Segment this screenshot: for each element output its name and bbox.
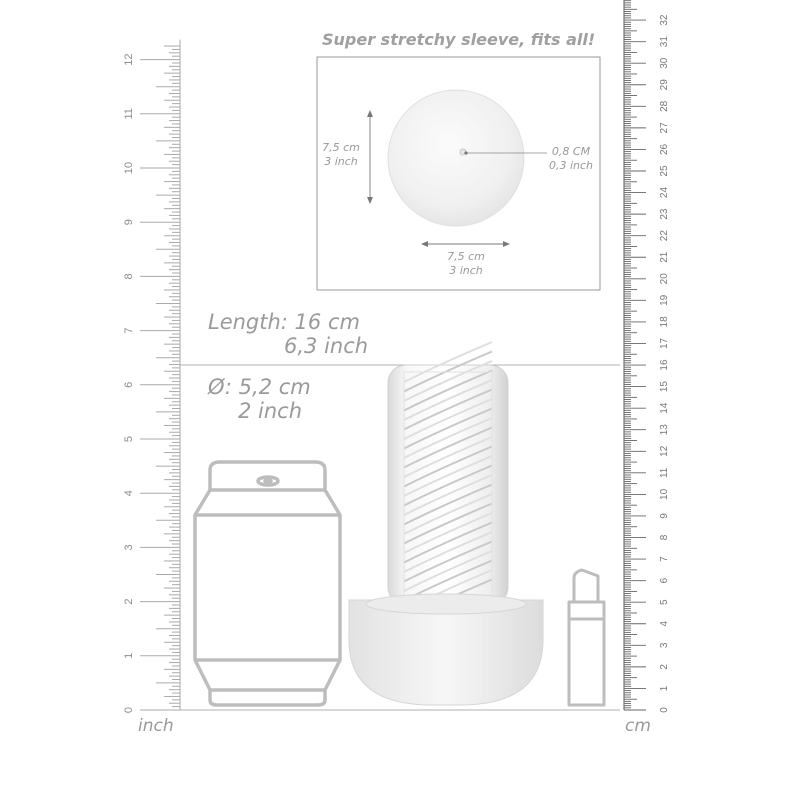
diameter-cm: Ø: 5,2 cm xyxy=(208,375,311,399)
opening-view-circle xyxy=(388,90,524,226)
cm-tick-label: 21 xyxy=(659,251,670,263)
cm-tick-label: 22 xyxy=(659,230,670,242)
cm-tick-label: 15 xyxy=(659,381,670,393)
inch-tick-label: 9 xyxy=(123,219,135,226)
diameter-inch: 2 inch xyxy=(238,399,303,423)
opening-diameter-in: 0,3 inch xyxy=(548,159,594,172)
cm-tick-label: 6 xyxy=(659,577,670,584)
opening-height-in: 3 inch xyxy=(324,155,358,168)
opening-height-cm: 7,5 cm xyxy=(322,141,360,154)
opening-width-cm: 7,5 cm xyxy=(447,250,485,263)
cm-tick-label: 13 xyxy=(659,424,670,436)
inch-tick-label: 7 xyxy=(123,327,135,334)
cm-tick-label: 30 xyxy=(659,57,670,69)
inch-tick-label: 8 xyxy=(123,273,135,280)
cm-tick-label: 26 xyxy=(659,143,670,156)
cm-tick-label: 14 xyxy=(659,402,670,414)
cm-tick-label: 5 xyxy=(659,599,670,605)
cm-tick-label: 29 xyxy=(659,79,670,91)
cm-tick-label: 4 xyxy=(659,620,670,627)
cm-tick-label: 1 xyxy=(659,685,670,692)
inch-tick-label: 1 xyxy=(123,652,135,659)
inch-tick-label: 6 xyxy=(123,381,135,388)
cm-tick-label: 27 xyxy=(659,122,670,134)
opening-width-label xyxy=(436,250,496,278)
cm-unit-label: cm xyxy=(625,716,651,736)
opening-diameter-label xyxy=(544,145,598,173)
inch-tick-label: 4 xyxy=(123,490,135,497)
inch-tick-label: 5 xyxy=(123,435,135,443)
inch-tick-label: 12 xyxy=(123,53,135,66)
cm-tick-label: 16 xyxy=(659,359,670,371)
cm-tick-label: 0 xyxy=(659,707,670,713)
length-spec xyxy=(208,310,368,358)
cm-tick-label: 3 xyxy=(659,642,670,649)
inch-unit-label: inch xyxy=(138,716,174,736)
cm-tick-label: 9 xyxy=(659,513,670,519)
inch-tick-label: 0 xyxy=(123,706,135,714)
inch-tick-label: 3 xyxy=(123,544,135,551)
sleeve-product xyxy=(349,342,543,705)
cm-tick-label: 19 xyxy=(659,294,670,306)
cm-tick-label: 8 xyxy=(659,534,670,541)
opening-diameter-cm: 0,8 CM xyxy=(551,145,591,158)
cm-ruler xyxy=(624,0,670,713)
cm-tick-label: 2 xyxy=(659,664,670,670)
height-arrow xyxy=(367,110,373,204)
length-cm: Length: 16 cm xyxy=(208,310,360,334)
opening-width-in: 3 inch xyxy=(449,264,483,277)
cm-tick-label: 28 xyxy=(659,100,670,112)
diameter-spec xyxy=(208,375,311,423)
cm-tick-label: 23 xyxy=(659,208,670,220)
tagline: Super stretchy sleeve, fits all! xyxy=(322,30,596,49)
inch-ruler xyxy=(123,40,180,713)
cm-tick-label: 31 xyxy=(659,36,670,48)
length-inch: 6,3 inch xyxy=(284,334,369,358)
width-arrow xyxy=(421,241,510,247)
cm-tick-label: 17 xyxy=(659,337,670,350)
cm-tick-label: 32 xyxy=(659,14,670,26)
cm-tick-label: 10 xyxy=(659,488,670,500)
inch-tick-label: 11 xyxy=(123,108,135,120)
cm-tick-label: 7 xyxy=(659,556,670,562)
inch-tick-label: 2 xyxy=(123,598,135,605)
cm-tick-label: 18 xyxy=(659,316,670,328)
cm-tick-label: 11 xyxy=(659,467,670,479)
cm-tick-label: 24 xyxy=(659,186,670,199)
lipstick-icon xyxy=(569,570,604,705)
inch-tick-label: 10 xyxy=(123,161,135,175)
cm-tick-label: 25 xyxy=(659,165,670,177)
cm-tick-label: 20 xyxy=(659,273,670,285)
opening-height-label xyxy=(318,141,364,169)
cm-tick-label: 12 xyxy=(659,445,670,457)
soda-can-icon xyxy=(195,462,340,705)
